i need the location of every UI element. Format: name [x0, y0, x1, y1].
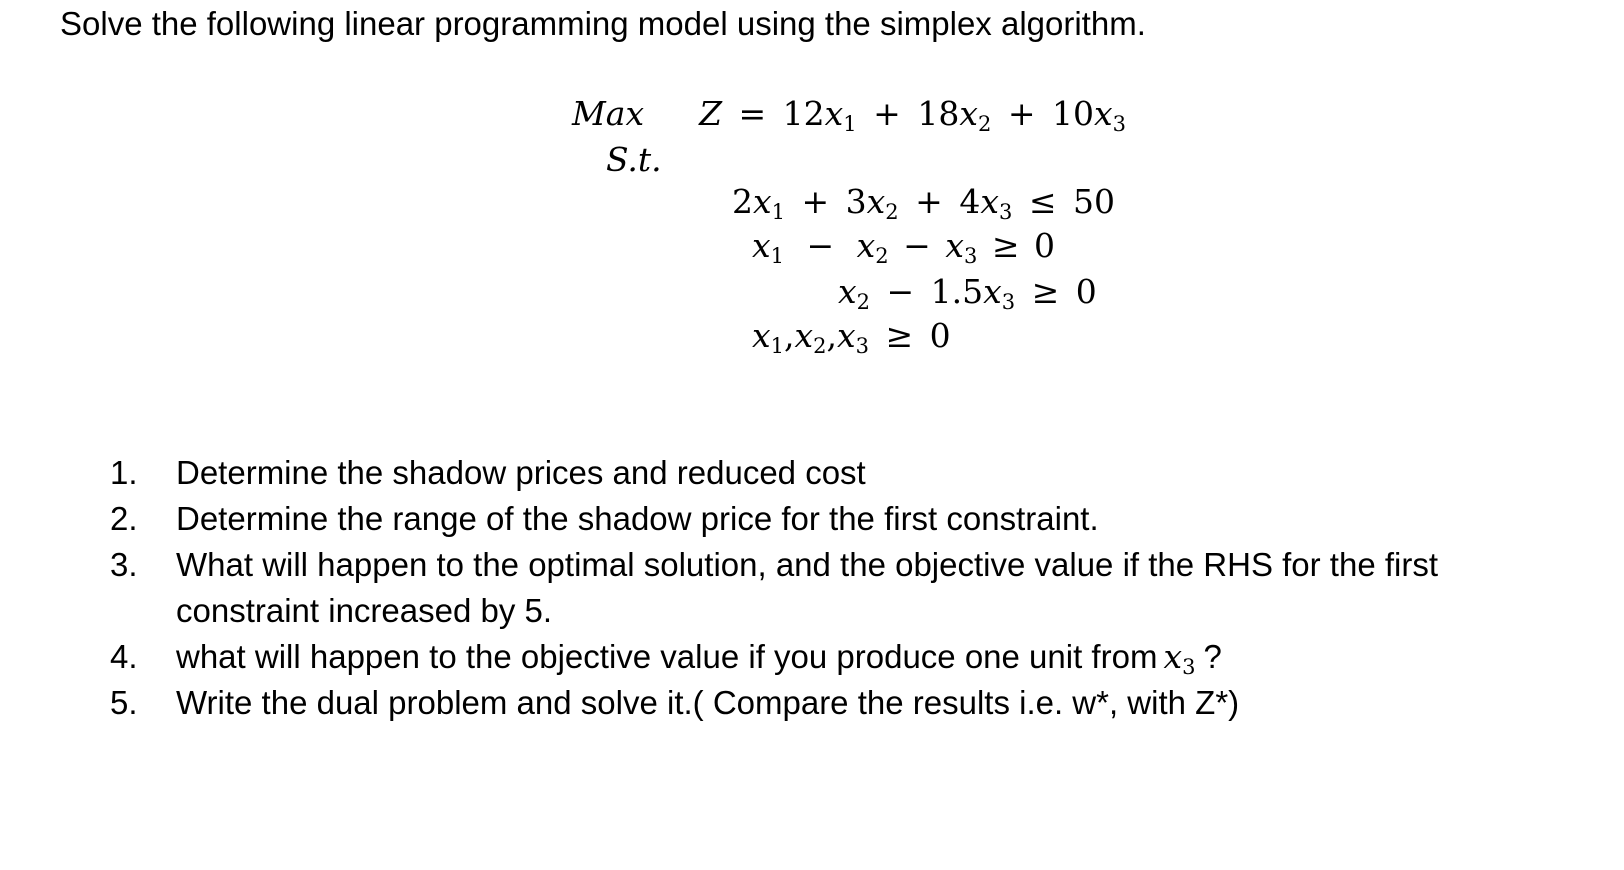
- objective-variable: Z: [699, 94, 723, 133]
- constraint-1-coef-2: 3: [845, 182, 867, 221]
- objective-function: [572, 94, 1126, 134]
- questions-list: [110, 450, 1590, 726]
- constraint-1-sub-2: 2: [885, 200, 899, 224]
- constraint-3-rhs: 0: [1075, 272, 1097, 311]
- constraint-3-var-2: x: [838, 272, 857, 311]
- constraint-1-var-3: x: [980, 182, 999, 221]
- question-text: What will happen to the optimal solution, and the objective value if the RHS for the first constraint increased by 5.: [176, 546, 1439, 629]
- question-text: Write the dual problem and solve it.( Compare the results i.e. w*, with Z*): [176, 684, 1240, 721]
- constraint-1-var-2: x: [866, 182, 886, 221]
- objective-op-2: +: [873, 94, 901, 133]
- question-number: 5.: [110, 684, 138, 721]
- nonneg-var-3: x: [837, 316, 856, 355]
- constraint-2-rhs: 0: [1033, 226, 1055, 265]
- constraint-1: [732, 182, 1115, 222]
- constraint-2-sub-2: 2: [875, 244, 889, 268]
- objective-coef-1: 12: [782, 94, 825, 133]
- question-number: 3.: [110, 546, 138, 583]
- question-number: 2.: [110, 500, 138, 537]
- question-variable-sub: 3: [1182, 655, 1196, 679]
- constraint-1-sub-1: 1: [771, 200, 785, 224]
- objective-coef-2: 18: [917, 94, 960, 133]
- nonneg-sep-2: ,: [826, 316, 837, 355]
- objective-var-1: x: [824, 94, 844, 133]
- st-text: S.t.: [606, 140, 662, 179]
- constraint-2: [752, 226, 1055, 266]
- constraint-2-var-2: x: [856, 226, 876, 265]
- objective-var-2: x: [959, 94, 978, 133]
- nonneg-sub-3: 3: [855, 334, 869, 358]
- objective-var-3: x: [1093, 94, 1113, 133]
- nonneg-sep-1: ,: [784, 316, 795, 355]
- equals-sign: =: [738, 94, 767, 133]
- constraint-1-coef-3: 4: [959, 182, 981, 221]
- problem-heading: Solve the following linear programming model using the simplex algorithm.: [60, 5, 1146, 42]
- constraint-3-sub-3: 3: [1001, 290, 1016, 314]
- nonneg-rhs: 0: [929, 316, 951, 355]
- constraint-2-sub-1: 1: [770, 244, 784, 268]
- nonneg-var-2: x: [794, 316, 814, 355]
- nonneg-sub-2: 2: [813, 334, 827, 358]
- constraint-2-var-1: x: [752, 226, 771, 265]
- constraint-3-coef-3: 1.5: [930, 272, 984, 311]
- constraint-2-var-3: x: [945, 226, 964, 265]
- question-text: Determine the range of the shadow price for the first constraint.: [176, 500, 1099, 537]
- constraint-2-relation: ≥: [991, 226, 1020, 265]
- constraint-1-coef-1: 2: [732, 182, 753, 221]
- constraint-1-op-2: +: [915, 182, 943, 221]
- objective-sub-3: 3: [1112, 112, 1126, 136]
- nonneg-var-1: x: [752, 316, 771, 355]
- question-number: 4.: [110, 638, 138, 675]
- objective-op-3: +: [1007, 94, 1036, 133]
- objective-sub-2: 2: [977, 112, 992, 136]
- constraint-1-relation: ≤: [1028, 182, 1057, 221]
- constraint-3-op-1: −: [886, 272, 915, 311]
- question-text-container: [176, 634, 1590, 680]
- subject-to-label: [606, 140, 662, 180]
- question-item: [110, 496, 1590, 542]
- constraint-1-rhs: 50: [1072, 182, 1115, 221]
- nonneg-relation: ≥: [885, 316, 914, 355]
- question-item: [110, 542, 1590, 634]
- constraint-1-sub-3: 3: [998, 200, 1013, 224]
- objective-sub-1: 1: [843, 112, 857, 136]
- constraint-3-sub-2: 2: [856, 290, 870, 314]
- constraint-2-op-2: −: [903, 226, 931, 265]
- constraint-2-op-1: −: [806, 226, 835, 265]
- question-text: what will happen to the objective value if you produce one unit from: [176, 638, 1158, 675]
- question-variable: [1163, 637, 1196, 679]
- question-text: Determine the shadow prices and reduced cost: [176, 454, 866, 491]
- constraint-3-relation: ≥: [1031, 272, 1060, 311]
- nonnegativity-constraint: [752, 316, 951, 356]
- constraint-1-var-1: x: [753, 182, 772, 221]
- constraint-3: [838, 272, 1097, 312]
- constraint-1-op-1: +: [801, 182, 830, 221]
- question-variable-symbol: x: [1163, 637, 1183, 676]
- question-number: 1.: [110, 454, 138, 491]
- question-item: [110, 680, 1590, 726]
- objective-coef-3: 10: [1051, 94, 1094, 133]
- question-suffix: ?: [1203, 638, 1222, 675]
- nonneg-sub-1: 1: [770, 334, 784, 358]
- constraint-2-sub-3: 3: [963, 244, 978, 268]
- question-item: [110, 450, 1590, 496]
- max-label: Max: [572, 94, 645, 133]
- question-item: [110, 634, 1590, 680]
- constraint-3-var-3: x: [983, 272, 1002, 311]
